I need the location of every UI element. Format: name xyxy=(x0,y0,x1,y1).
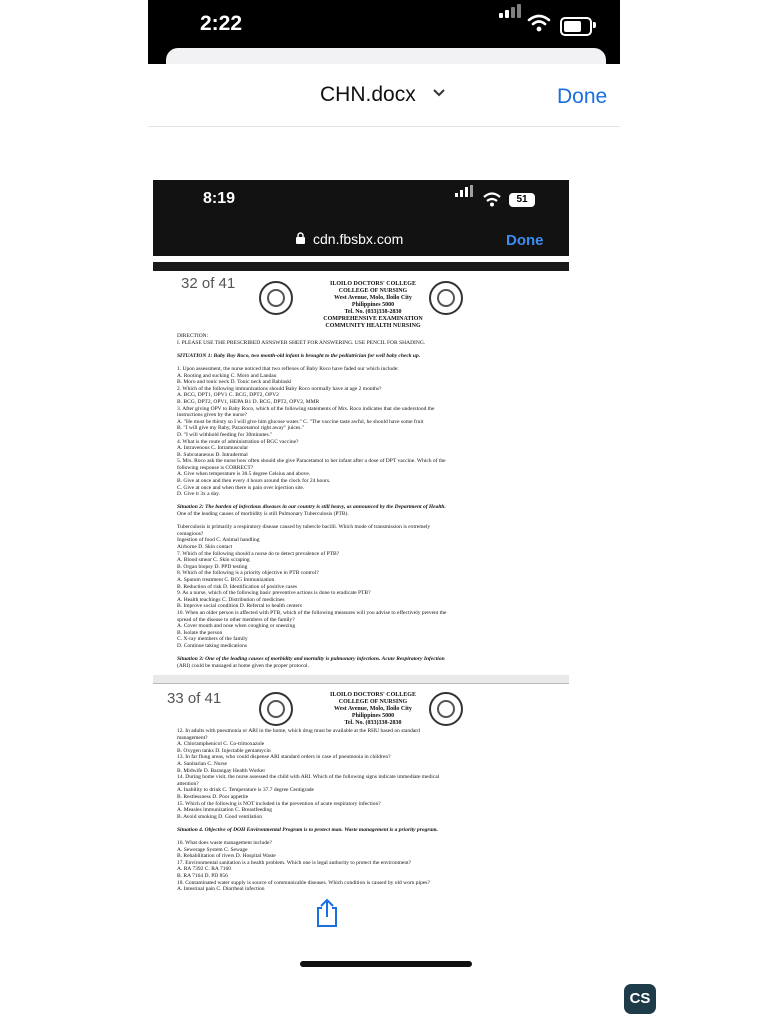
share-icon[interactable] xyxy=(314,898,340,928)
exam-line: B. Midwife D. Barangay Health Worker xyxy=(177,767,266,774)
exam-line: A. BCG, DPT1, OPV1 C. BCG, DPT2, OPV2 xyxy=(177,392,279,399)
exam-line xyxy=(177,834,561,841)
college-header xyxy=(273,281,473,330)
exam-text xyxy=(177,333,561,669)
exam-line: 17. Environmental sanitation is a health problem. Which one is legal authority to protect the environment? xyxy=(177,859,412,866)
exam-line: A. RA 7392 C. RA 7160 xyxy=(177,866,231,873)
inner-wifi-icon xyxy=(483,192,501,207)
exam-line: B. RA 7164 D. PD 856 xyxy=(177,873,228,880)
exam-line: A. Cover mouth and nose when coughing or sneezing xyxy=(177,623,296,630)
wifi-icon xyxy=(528,14,550,32)
exam-line: C. Give at once and when there is pain over injection site. xyxy=(177,484,305,491)
college-header-line: COLLEGE OF NURSING xyxy=(338,699,408,705)
college-header-line: Philippines 5000 xyxy=(351,713,395,719)
exam-line xyxy=(177,346,561,353)
college-header-line: West Avenue, Molo, Iloilo City xyxy=(334,295,412,301)
exam-line: B. Rehabilitation of rivers D. Hospital Waste xyxy=(177,853,276,860)
exam-line: SITUATION 1: Baby Boy Roco, two month-old infant is brought to the pediatrician for well baby check up. xyxy=(177,352,421,359)
exam-line: B. Oxygen tanks D. Injectable gentamycin xyxy=(177,747,271,754)
exam-page-33 xyxy=(153,683,569,893)
done-button[interactable]: Done xyxy=(557,85,608,108)
exam-line: 14. During home visit, the nurse assessed the child with ARI. Which of the following signs indicate immediate medical xyxy=(177,774,440,781)
exam-line: instructions given by the nurse? xyxy=(177,412,247,419)
page-indicator-2: 33 of 41 xyxy=(167,690,222,707)
exam-line: Airborne D. Skin contact xyxy=(177,544,233,550)
phone-screen xyxy=(148,0,620,1024)
exam-line: I. PLEASE USE THE PRESCRIBED ASNSWER SHEET FOR ANSWERING. USE PENCIL FOR SHADING. xyxy=(177,339,426,346)
document-header xyxy=(148,64,620,127)
exam-page-32 xyxy=(153,275,569,675)
exam-line: A. Intravenous C. Intramuscular xyxy=(177,445,249,452)
college-header-2 xyxy=(273,692,473,727)
embedded-screenshot xyxy=(153,180,569,893)
exam-line: One of the leading causes of morbidity is still Pulmonary Tuberculosis (PTB). xyxy=(177,511,349,518)
exam-line: 18. Contaminated water supply is source of communicable diseases. Which condition is caused by old worn pipes? xyxy=(177,879,430,886)
exam-line: Tuberculosis is primarily a respiratory disease caused by tubercle bacilli. Which mode of transmission is extremely xyxy=(177,524,431,531)
exam-line xyxy=(177,498,561,505)
college-header-line: Tel. No. (033)338-2830 xyxy=(344,309,402,315)
exam-line xyxy=(177,650,561,657)
exam-line: 15. Which of the following is NOT included in the prevention of acute respiratory infection? xyxy=(177,800,381,807)
exam-line: A. Chloramphenicol C. Co-trimoxazole xyxy=(177,741,265,748)
exam-line: A. Inability to drink C. Temperature is 37.7 degree Centigrade xyxy=(177,787,314,794)
college-header-line: ILOILO DOCTORS' COLLEGE xyxy=(330,692,416,698)
exam-line: C. X-ray members of the family xyxy=(177,636,248,643)
exam-line: A. Health teachings C. Distribution of medicines xyxy=(177,596,285,603)
home-indicator[interactable] xyxy=(300,961,472,967)
exam-line: B. Organ biopsy D. PPD testing xyxy=(177,563,248,570)
inner-done-button: Done xyxy=(506,232,544,249)
exam-line: 10. When an older person is affected with PTB, which of the following measures will you advise to effectively prevent the xyxy=(177,609,447,616)
inner-url: cdn.fbsbx.com xyxy=(313,231,404,247)
exam-line: 4. What is the route of administration of BGC vaccine? xyxy=(177,438,299,445)
exam-line: 5. Mrs. Roco ask the nurse how often should she give Paracetamol to her infant after a dose of DPT vaccine. Which of the xyxy=(177,458,446,465)
exam-line: spread of the disease to other members of the family? xyxy=(177,616,295,623)
inner-time: 8:19 xyxy=(203,190,236,207)
exam-line: A. Measles immunization C. Breastfeeding xyxy=(177,807,273,814)
camscanner-badge[interactable]: CS xyxy=(624,984,656,1014)
inner-status-bar xyxy=(153,180,569,256)
exam-line: DIRECTION: xyxy=(177,333,209,339)
college-header-line: ILOILO DOCTORS' COLLEGE xyxy=(330,281,416,287)
exam-line: A. Give when temperature is 38.5 degree Celsius and above. xyxy=(177,471,311,478)
exam-line: B. Subcutaneous D. Intradermal xyxy=(177,451,248,458)
exam-line: D. Continue taking medications xyxy=(177,642,247,649)
exam-line: following response is CORRECT? xyxy=(177,464,254,471)
exam-line: B. Reduction of risk D. Identification of positive cases xyxy=(177,583,298,590)
exam-line: A. Blood smear C. Skin scraping xyxy=(177,557,250,564)
exam-line: B. Improve social condition D. Referral to health centers xyxy=(177,603,302,610)
lock-icon xyxy=(295,232,306,244)
exam-line: attention? xyxy=(177,780,199,787)
college-header-line: Philippines 5000 xyxy=(351,302,395,308)
exam-line: 8. Which of the following is a priority objective in PTB control? xyxy=(177,570,319,577)
exam-line: 9. As a nurse, which of the following basic preventive actions is done to eradicate PTB? xyxy=(177,590,371,597)
document-title[interactable]: CHN.docx xyxy=(320,83,416,106)
exam-line: A. Intestinal pain C. Diarrheal infection xyxy=(177,886,265,893)
exam-line xyxy=(177,820,561,827)
exam-line: Situation 4. Objective of DOH Environmental Program is to protect man. Waste management is a priority program. xyxy=(177,826,438,833)
exam-line: 3. After giving OPV to Baby Roco, which of the following statements of Mrs. Roco indicates that she understood the xyxy=(177,405,435,412)
exam-line: contagious? xyxy=(177,530,204,537)
exam-line: Ingestion of food C. Animal handling xyxy=(177,537,260,544)
status-time: 2:22 xyxy=(200,12,243,35)
exam-line: B. BCG, DPT2, OPV1, HEPA B1 D. BCG, DPT2, OPV2, MMR xyxy=(177,398,320,405)
exam-line: A. Sewerage System C. Sewage xyxy=(177,846,248,853)
exam-line: A. Rooting and sucking C. Moro and Landau xyxy=(177,372,277,379)
exam-line: A. Sputum treatment C. BCG Immunization xyxy=(177,576,275,583)
college-header-line: COMPREHENSIVE EXAMINATION xyxy=(323,316,423,322)
exam-line: 1. Upon assessment, the nurse noticed that two reflexes of Baby Roco have faded our which include: xyxy=(177,365,399,372)
exam-line: B. Isolate the person xyxy=(177,629,223,636)
exam-line: management? xyxy=(177,734,208,741)
chevron-down-icon[interactable] xyxy=(433,88,445,98)
battery-icon xyxy=(560,17,592,36)
exam-line: B. Avoid smoking D. Good ventilation xyxy=(177,813,262,820)
exam-line: B. Give at once and then every 4 hours around the clock for 24 hours. xyxy=(177,478,331,485)
inner-battery: 51 xyxy=(509,193,535,207)
exam-line: B. "I will give my Baby, Paracetamol right away" juices." xyxy=(177,425,305,432)
exam-line: D. "I will withhold feeding for 30minutes." xyxy=(177,431,273,438)
exam-line: 12. In adults with pneumonia or ARI in the home, which drug must be available at the RHU based on standard xyxy=(177,728,420,734)
exam-line: A. Sanitarian C. Nurse xyxy=(177,760,227,767)
exam-line: D. Give it 3x a day. xyxy=(177,491,220,498)
status-bar xyxy=(148,0,620,64)
exam-line: 16. What does waste management include? xyxy=(177,840,272,847)
page-indicator: 32 of 41 xyxy=(181,275,236,292)
exam-line: B. Moro and tonic neck D. Tonic neck and Babinski xyxy=(177,379,292,386)
exam-line: B. Restlessness D. Poor appetite xyxy=(177,793,249,800)
exam-text-2 xyxy=(177,728,561,893)
exam-line xyxy=(177,359,561,366)
exam-line: Situation 3: One of the leading causes of morbidity and mortality is pulmonary infections. Acute Respiratory Infection xyxy=(177,656,445,663)
exam-line: 2. Which of the following immunizations should Baby Roco normally have at age 2 months? xyxy=(177,385,382,392)
exam-line: A. "He must be thirsty so I will give him glucose water." C. "The vaccine taste awful, he should have some fruit xyxy=(177,418,424,425)
college-header-line: West Avenue, Molo, Iloilo City xyxy=(334,706,412,712)
college-header-line: COLLEGE OF NURSING xyxy=(338,288,408,294)
exam-line: 13. In far flung areas, who could dispense ARI standard orders in case of pneumonia in children? xyxy=(177,754,391,761)
exam-line: (ARI) could be managed at home given the proper protocol. xyxy=(177,662,309,669)
exam-line: 7. Which of the following should a nurse do to detect prevalence of PTB? xyxy=(177,550,340,557)
college-header-line: COMMUNITY HEALTH NURSING xyxy=(325,323,421,329)
exam-line: Situation 2: The burden of infectious diseases in our country is still heavy, as announced by the Department of Health. xyxy=(177,504,446,511)
college-header-line: Tel. No. (033)338-2830 xyxy=(344,720,402,726)
